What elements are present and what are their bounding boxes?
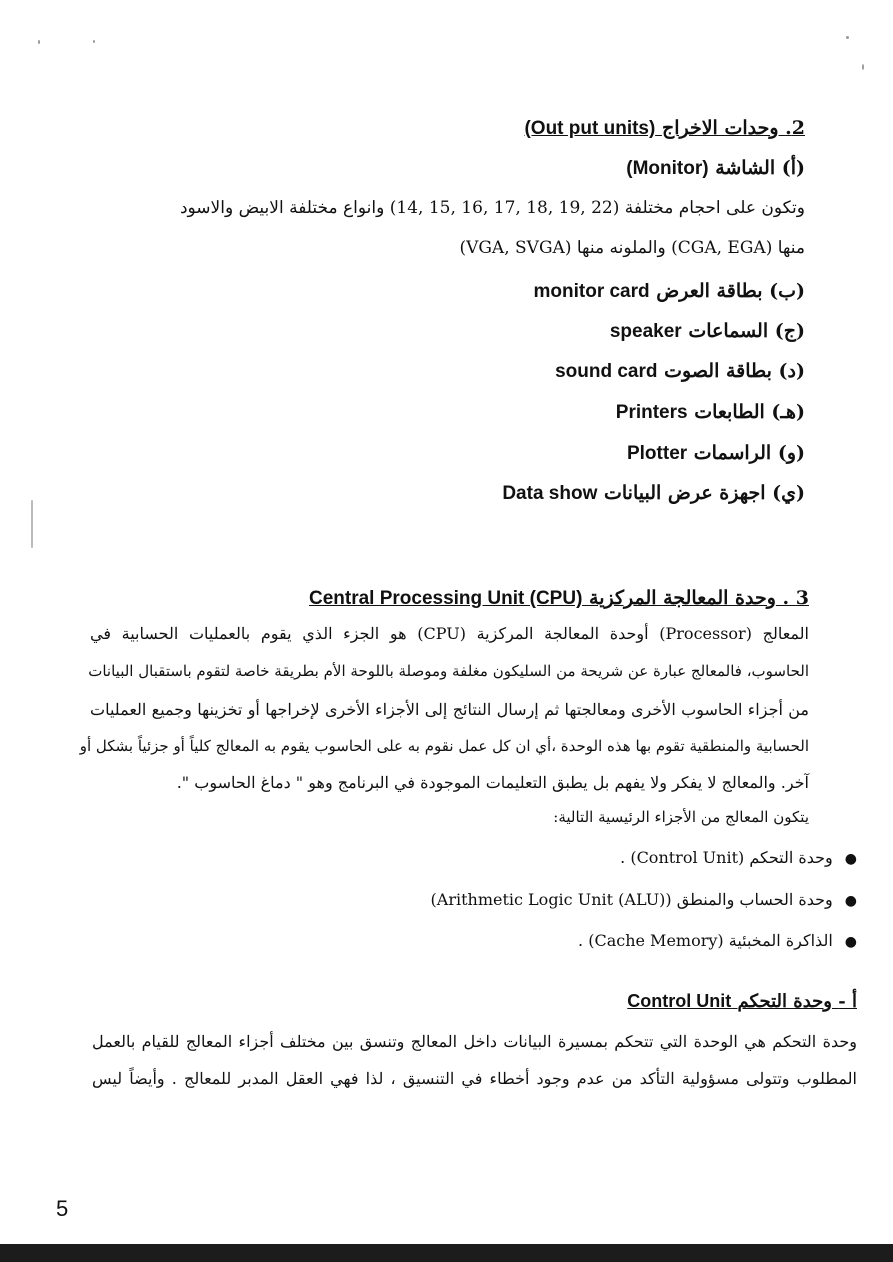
bullet-dot-icon: ● [844,893,857,909]
output-item-monitor-card: (ب) بطاقة العرض monitor card [533,280,805,302]
section-3-title-en: Central Processing Unit (CPU) [308,588,583,609]
output-item-printers: (هـ) الطابعات Printers [615,401,805,423]
bullet-dot-icon: ● [844,851,857,867]
cpu-paragraph-line-4: الحسابية والمنطقية تقوم بها هذه الوحدة ،أي ان كل عمل نقوم به على الحاسوب يقوم به المعالج كلياً أو جزئياً بشكل أو [79,737,809,755]
control-unit-title-ar: وحدة التحكم [737,991,832,1012]
control-unit-heading [627,991,857,1012]
cpu-paragraph-line-2: الحاسوب، فالمعالج عبارة عن شريحة من السليكون مغلفة وموصلة باللوحة الأم بطريقة خاصة لتقوم باستقبال البيانات [88,662,809,680]
output-item-data-show: (ي) اجهزة عرض البيانات Data show [502,482,805,504]
control-unit-paragraph-line-1: وحدة التحكم هي الوحدة التي تتحكم بمسيرة البيانات داخل المعالج وتنسق بين مختلف أجزاء المعالج للقيام بالعمل [92,1032,857,1051]
page-number: 5 [56,1196,69,1221]
scan-speck [846,36,849,39]
section-2-title-en: (Out put units) [524,118,656,139]
cpu-part-bullet: ●الذاكرة المخبئية (Cache Memory) . [578,931,857,950]
bullet-dot-icon: ● [844,934,857,950]
output-item-monitor: (أ) الشاشة (Monitor) [626,157,805,179]
section-3-number: 3 . [782,587,809,609]
scan-speck [38,40,40,44]
section-2-number: 2. [785,117,805,139]
section-2-heading [524,117,805,140]
cpu-part-bullet: ●وحدة التحكم (Control Unit) . [620,848,857,867]
scan-speck [31,500,33,548]
cpu-parts-intro: يتكون المعالج من الأجزاء الرئيسية التالية: [553,808,809,826]
output-item-plotter: (و) الراسمات Plotter [626,442,805,464]
section-3-title-ar: وحدة المعالجة المركزية [589,587,776,609]
cpu-paragraph-line-1: المعالج (Processor) أوحدة المعالجة المركزية (CPU) هو الجزء الذي يقوم بالعمليات الحسابية في [90,624,809,643]
scan-speck [93,40,95,43]
cpu-part-bullet: ●وحدة الحساب والمنطق (Arithmetic Logic Unit (ALU)) [430,890,857,909]
control-unit-paragraph-line-2: المطلوب وتتولى مسؤولية التأكد من عدم وجود أخطاء في التنسيق ، لذا فهي العقل المدبر للمعالج . وأيضاً ليس [92,1069,858,1088]
scan-speck [862,64,864,70]
control-unit-title-en: Control Unit [627,991,732,1011]
output-item-speaker: (ج) السماعات speaker [609,320,805,342]
output-item-sound-card: (د) بطاقة الصوت sound card [555,360,805,382]
monitor-description-line-2: منها (CGA, EGA) والملونه منها (VGA, SVGA) [459,238,805,258]
control-unit-number: أ - [838,991,857,1012]
section-2-title-ar: وحدات الاخراج [661,117,779,139]
cpu-paragraph-line-5: آخر. والمعالج لا يفكر ولا يفهم بل يطبق التعليمات الموجودة في البرنامج وهو " دماغ الحاسوب ". [176,773,809,792]
cpu-paragraph-line-3: من أجزاء الحاسوب الأخرى ومعالجتها ثم إرسال النتائج إلى الأجزاء الأخرى لإخراجها أو تخزينها وجميع العمليات [90,700,809,719]
scan-bottom-edge [0,1244,893,1262]
monitor-description-line-1: وتكون على احجام مختلفة (22 ,19 ,18 ,17 ,16 ,15 ,14) وانواع مختلفة الابيض والاسود [179,198,805,218]
section-3-heading [309,587,809,610]
